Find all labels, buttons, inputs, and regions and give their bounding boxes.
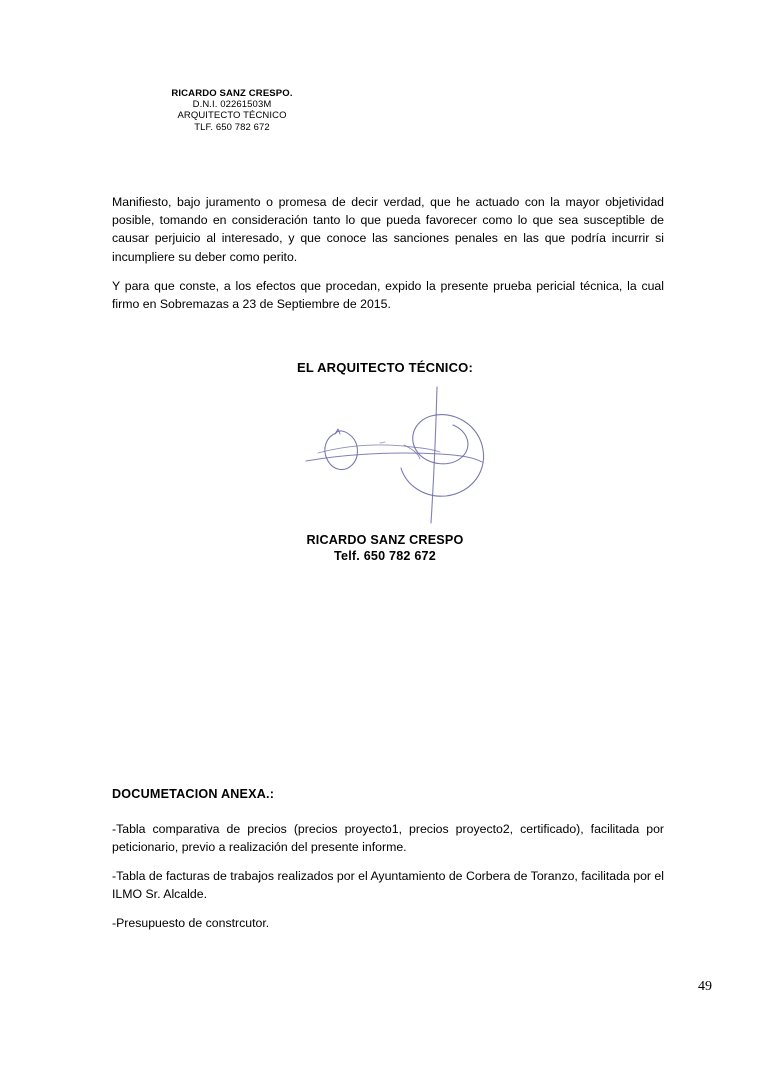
page-number: 49	[698, 979, 712, 994]
signature-heading: EL ARQUITECTO TÉCNICO:	[296, 360, 474, 375]
paragraph-manifiesto-container	[112, 193, 664, 266]
annex-heading: DOCUMETACION ANEXA.:	[112, 787, 275, 801]
letterhead-dni: D.N.I. 02261503M	[192, 99, 272, 111]
handwritten-signature	[300, 385, 530, 525]
letterhead-phone: TLF. 650 782 672	[194, 121, 270, 133]
paragraph-manifiesto: Manifiesto, bajo juramento o promesa de decir verdad, que he actuado con la mayor objetividad posible, tomando en consideración tanto lo que pueda favorecer como lo que sea susceptible de causar perjuicio al interesado, y que conoce las sanciones penales en las que podría incurrir si incumpliere su deber como perito.	[112, 195, 664, 264]
paragraph-conste-container	[112, 277, 664, 313]
letterhead-block	[112, 88, 352, 133]
paragraph-conste: Y para que conste, a los efectos que procedan, expido la presente prueba pericial técnica, la cual firmo en Sobremazas a 23 de Septiembre de 2015.	[112, 279, 664, 312]
signature-name: RICARDO SANZ CRESPO	[306, 533, 464, 547]
annex-item: -Presupuesto de constrcutor.	[112, 916, 270, 930]
letterhead-profession: ARQUITECTO TÉCNICO	[177, 110, 287, 122]
signature-name-block	[0, 532, 770, 564]
signature-phone: Telf. 650 782 672	[334, 549, 436, 564]
annex-item: -Tabla comparativa de precios (precios proyecto1, precios proyecto2, certificado), facilitada por peticionario, previo a realización del presente informe.	[112, 822, 664, 855]
letterhead-name: RICARDO SANZ CRESPO.	[171, 88, 293, 99]
annex-item: -Tabla de facturas de trabajos realizados por el Ayuntamiento de Corbera de Toranzo, facilitada por el ILMO Sr. Alcalde.	[112, 869, 664, 902]
